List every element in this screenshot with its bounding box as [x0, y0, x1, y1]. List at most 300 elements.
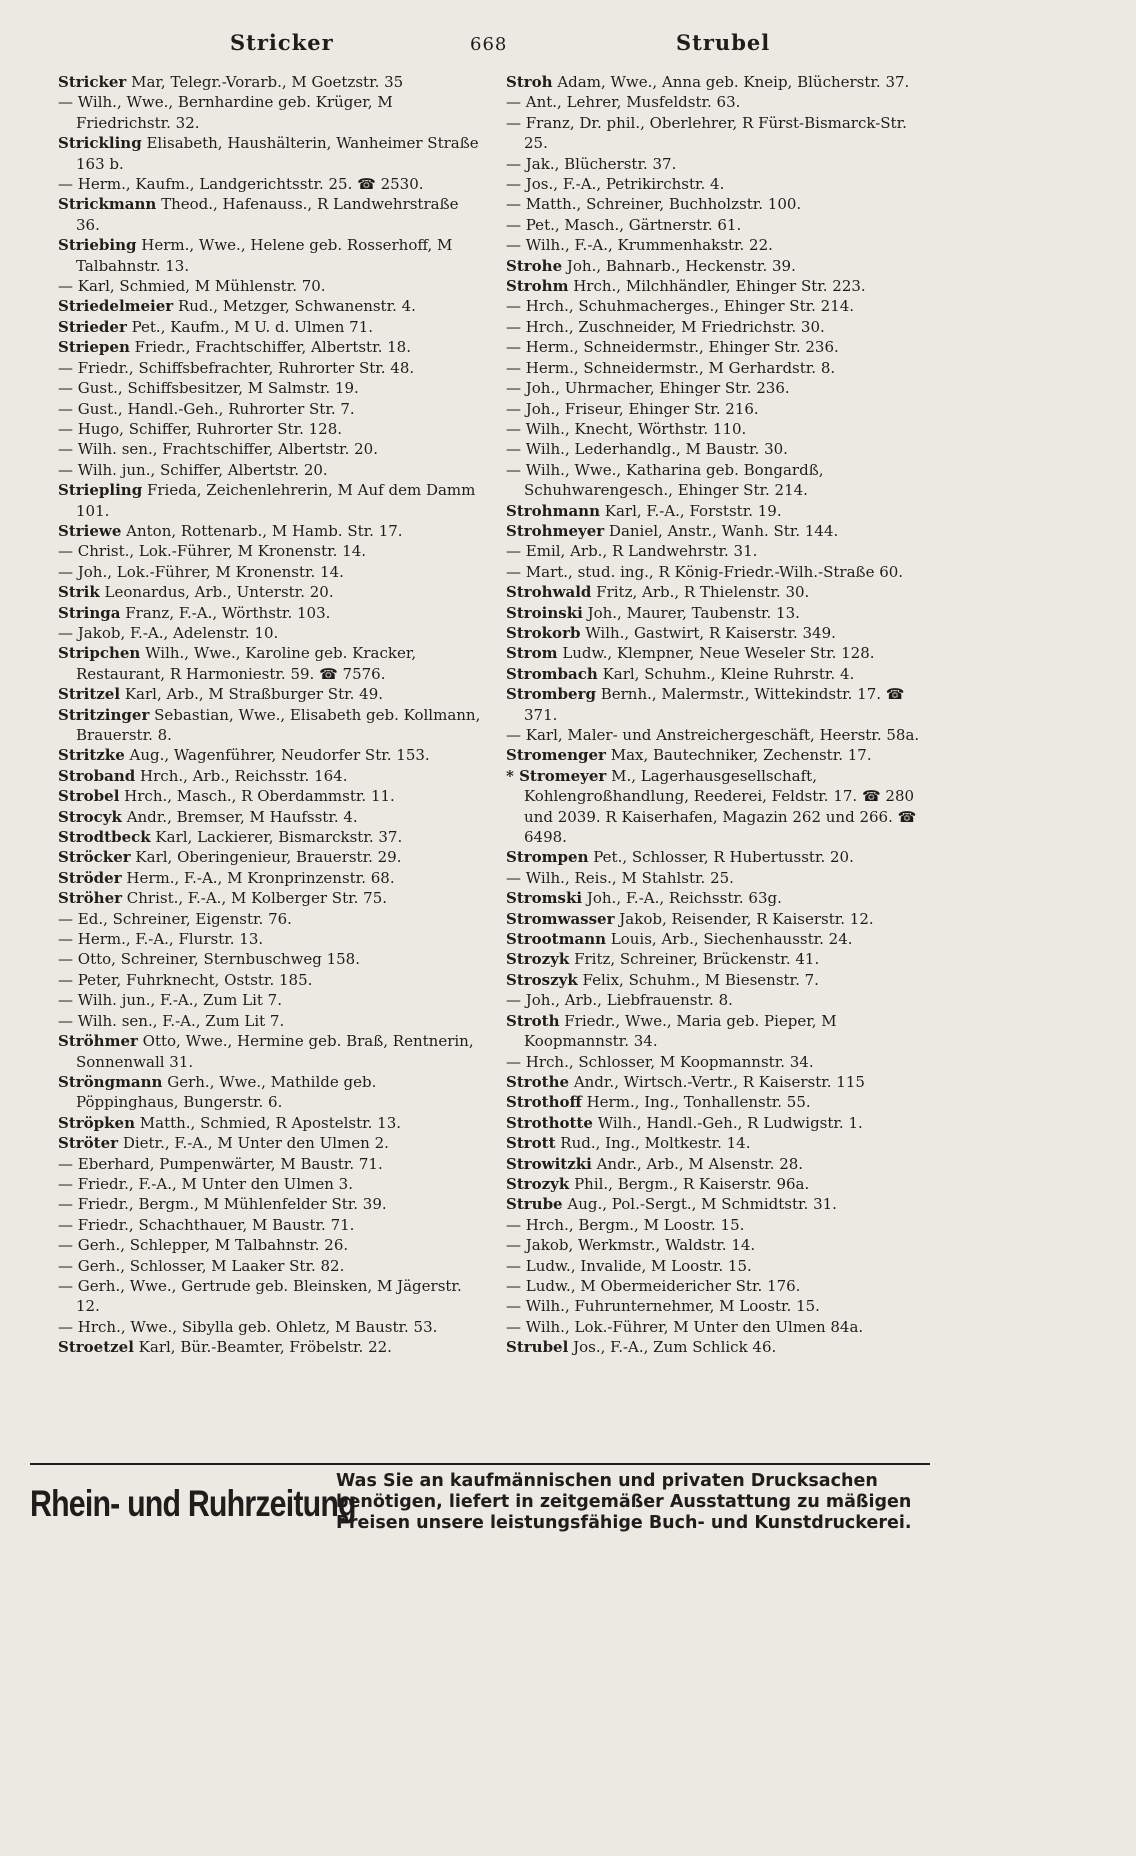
entry-details: Wilh., Handl.-Geh., R Ludwigstr. 1. [592, 1113, 863, 1132]
directory-entry [58, 194, 483, 235]
entry-details: Rud., Ing., Moltkestr. 14. [555, 1134, 751, 1153]
entry-details: F.-A., Krummenhakstr. 22. [569, 236, 773, 255]
directory-entry [58, 1256, 483, 1276]
entry-details: Bernh., Malermstr., Wittekindstr. 17. ☎ 371. [524, 685, 905, 724]
entry-details: Wwe., Katharina geb. Bongardß, Schuhwarengesch., Ehinger Str. 214. [524, 460, 824, 500]
entry-name: Ströter [58, 1134, 119, 1153]
directory-entry [506, 521, 926, 541]
directory-entry [506, 235, 926, 255]
entry-details: Jakob, Reisender, R Kaiserstr. 12. [614, 909, 874, 928]
entry-name: — Joh., [506, 379, 561, 398]
directory-entry [58, 745, 483, 765]
directory-entry [58, 786, 483, 806]
entry-details: Schreiner, Eigenstr. 76. [107, 909, 292, 928]
entry-details: Karl, Arb., M Straßburger Str. 49. [120, 685, 384, 704]
entry-name: — Ludw., [506, 1256, 576, 1275]
entry-details: M Obermeidericher Str. 176. [575, 1276, 801, 1295]
directory-entry [58, 643, 483, 684]
directory-entry [58, 296, 483, 316]
entry-details: Adam, Wwe., Anna geb. Kneip, Blücherstr. 37. [552, 73, 910, 91]
entry-details: Hrch., Arb., Reichsstr. 164. [135, 766, 348, 785]
entry-name: Striepen [58, 338, 130, 357]
directory-entry [58, 399, 483, 419]
directory-entry [58, 868, 483, 888]
entry-name: — Friedr., [58, 1195, 134, 1214]
entry-name: Strothotte [506, 1113, 593, 1132]
entry-name: — Ludw., [506, 1276, 576, 1295]
entry-name: Ströder [58, 868, 122, 887]
entry-details: Kaufm., Landgerichtsstr. 25. ☎ 2530. [130, 175, 424, 194]
entry-details: Schiffsbefrachter, Ruhrorter Str. 48. [133, 358, 415, 377]
entry-name: Stripchen [58, 644, 141, 663]
entry-details: Dr. phil., Oberlehrer, R Fürst-Bismarck-Str. 25. [524, 113, 907, 153]
entry-details: Schreiner, Sternbuschweg 158. [115, 950, 360, 969]
entry-name: — Hrch., [506, 317, 574, 336]
entry-name: Stritzel [58, 685, 121, 704]
entry-name: Stritzinger [58, 705, 150, 724]
entry-name: — Friedr., [58, 1215, 134, 1234]
entry-name: — Peter, [58, 970, 122, 989]
entry-name: — Ant., [506, 93, 562, 112]
entry-name: — Wilh., [506, 1317, 570, 1336]
entry-details: Wwe., Sibylla geb. Ohletz, M Baustr. 53. [125, 1317, 438, 1336]
advertisement-brand: Rhein- und Ruhrzeitung [30, 1483, 356, 1524]
entry-name: — Friedr., [58, 1174, 134, 1193]
entry-details: Lok.-Führer, M Kronenstr. 14. [134, 542, 367, 561]
entry-details: Werkmstr., Waldstr. 14. [573, 1236, 756, 1255]
directory-entry [58, 684, 483, 704]
entry-details: Bergm., M Mühlenfelder Str. 39. [133, 1195, 387, 1214]
directory-entry [506, 541, 926, 561]
directory-entry [506, 623, 926, 643]
entry-name: * Stromeyer [506, 766, 607, 785]
entry-details: Friseur, Ehinger Str. 216. [560, 399, 759, 418]
entry-details: Aug., Wagenführer, Neudorfer Str. 153. [124, 746, 430, 765]
directory-entry [506, 358, 926, 378]
entry-details: Blücherstr. 37. [559, 154, 677, 173]
entry-name: — Wilh., [506, 1297, 570, 1316]
entry-details: Theod., Hafenauss., R Landwehrstraße 36. [76, 195, 459, 234]
entry-name: — Franz, [506, 113, 575, 132]
entry-details: Karl, Schuhm., Kleine Ruhrstr. 4. [597, 664, 855, 683]
entry-details: jun., Schiffer, Albertstr. 20. [116, 460, 328, 479]
entry-name: Stroth [506, 1011, 560, 1030]
directory-entry [506, 215, 926, 235]
running-head-left: Stricker [230, 30, 334, 55]
entry-name: — Joh., [506, 991, 561, 1010]
entry-details: Knecht, Wörthstr. 110. [569, 419, 747, 438]
entry-details: Wilh., Wwe., Karoline geb. Kracker, Restaurant, R Harmoniestr. 59. ☎ 7576. [76, 644, 417, 683]
directory-entry [506, 949, 926, 969]
directory-entry [506, 1154, 926, 1174]
entry-details: stud. ing., R König-Friedr.-Wilh.-Straße 60. [572, 562, 904, 581]
directory-entry [58, 378, 483, 398]
entry-name: — Karl, [58, 277, 115, 296]
entry-details: Herm., F.-A., M Kronprinzenstr. 68. [121, 868, 395, 887]
entry-details: Schachthauer, M Baustr. 71. [133, 1215, 355, 1234]
directory-entry [506, 1174, 926, 1194]
entry-details: sen., F.-A., Zum Lit 7. [116, 1011, 285, 1030]
entry-name: — Wilh. [58, 440, 117, 459]
directory-entry [506, 194, 926, 214]
entry-name: — Wilh., [506, 440, 570, 459]
entry-details: Louis, Arb., Siechenhausstr. 24. [606, 930, 853, 949]
running-head-right: Strubel [676, 30, 771, 55]
entry-details: Zuschneider, M Friedrichstr. 30. [573, 317, 825, 336]
directory-entry [58, 174, 483, 194]
entry-name: — Gust., [58, 399, 123, 418]
directory-entry [506, 276, 926, 296]
entry-details: Schiffer, Ruhrorter Str. 128. [123, 419, 343, 438]
directory-entry [58, 317, 483, 337]
entry-name: Strickling [58, 134, 142, 153]
entry-name: — Hrch., [58, 1317, 126, 1336]
entry-details: Franz, F.-A., Wörthstr. 103. [120, 603, 331, 622]
directory-entry [506, 296, 926, 316]
entry-name: Strombach [506, 664, 598, 683]
directory-entry [58, 1174, 483, 1194]
directory-entry [58, 1133, 483, 1153]
entry-name: Strom [506, 644, 558, 663]
entry-name: — Ed., [58, 909, 108, 928]
entry-details: Mar, Telegr.-Vorarb., M Goetzstr. 35 [126, 73, 404, 91]
entry-details: Otto, Wwe., Hermine geb. Braß, Rentnerin, Sonnenwall 31. [76, 1032, 474, 1071]
entry-name: — Joh., [506, 399, 561, 418]
entry-details: Phil., Bergm., R Kaiserstr. 96a. [569, 1174, 810, 1193]
entry-name: — Wilh. [58, 1011, 117, 1030]
directory-entry [58, 133, 483, 174]
entry-details: Felix, Schuhm., M Biesenstr. 7. [577, 970, 819, 989]
entry-name: Strohwald [506, 583, 592, 602]
directory-entry [58, 276, 483, 296]
entry-name: Stromenger [506, 746, 606, 765]
entry-details: Pumpenwärter, M Baustr. 71. [154, 1154, 383, 1173]
directory-entry [58, 847, 483, 867]
entry-name: Striepling [58, 481, 143, 500]
directory-entry [506, 154, 926, 174]
directory-entry [506, 582, 926, 602]
entry-name: Ströhmer [58, 1032, 138, 1051]
entry-name: — Jakob, [58, 623, 126, 642]
entry-details: Wwe., Bernhardine geb. Krüger, M Friedrichstr. 32. [76, 93, 393, 132]
entry-name: — Wilh., [506, 868, 570, 887]
directory-entry [506, 1317, 926, 1337]
entry-details: Andr., Bremser, M Haufsstr. 4. [121, 807, 358, 826]
directory-entry [58, 603, 483, 623]
entry-details: Hrch., Milchhändler, Ehinger Str. 223. [568, 277, 866, 296]
directory-entry [58, 439, 483, 459]
directory-entry [506, 847, 926, 867]
entry-name: Striewe [58, 521, 122, 540]
directory-entry [58, 235, 483, 276]
directory-entry [506, 92, 926, 112]
entry-name: — Herm., [506, 358, 579, 377]
directory-entry [506, 888, 926, 908]
directory-entry [58, 1011, 483, 1031]
directory-entry [506, 970, 926, 990]
entry-name: Strieder [58, 317, 127, 336]
entry-details: Handl.-Geh., Ruhrorter Str. 7. [122, 399, 355, 418]
directory-entry [506, 72, 926, 92]
entry-name: — Herm., [58, 930, 131, 949]
directory-entry [58, 766, 483, 786]
entry-name: Strohe [506, 256, 563, 275]
left-column [58, 72, 483, 1358]
entry-name: — Hrch., [506, 297, 574, 316]
entry-details: Uhrmacher, Ehinger Str. 236. [560, 379, 790, 398]
directory-entry [506, 1092, 926, 1112]
entry-name: Strubel [506, 1338, 569, 1357]
directory-entry [58, 949, 483, 969]
entry-details: Schlosser, M Koopmannstr. 34. [573, 1052, 814, 1071]
directory-entry [58, 990, 483, 1010]
entry-name: Strowitzki [506, 1154, 592, 1173]
entry-name: Stromwasser [506, 909, 615, 928]
entry-name: Stroband [58, 766, 136, 785]
entry-name: — Wilh. [58, 991, 117, 1010]
entry-details: sen., Frachtschiffer, Albertstr. 20. [116, 440, 378, 459]
entry-details: Elisabeth, Haushälterin, Wanheimer Straße 163 b. [76, 134, 479, 173]
entry-name: Strothoff [506, 1093, 582, 1112]
directory-entry [506, 664, 926, 684]
directory-entry [506, 725, 926, 745]
entry-name: — Friedr., [58, 358, 134, 377]
directory-entry [58, 1194, 483, 1214]
entry-details: Leonardus, Arb., Unterstr. 20. [99, 583, 334, 602]
directory-entry [506, 929, 926, 949]
directory-entry [506, 337, 926, 357]
entry-name: Strozyk [506, 1174, 570, 1193]
entry-name: Stringa [58, 603, 121, 622]
entry-name: — Otto, [58, 950, 116, 969]
entry-details: Schlosser, M Laaker Str. 82. [125, 1256, 345, 1275]
entry-details: Aug., Pol.-Sergt., M Schmidtstr. 31. [562, 1195, 837, 1214]
entry-details: F.-A., Adelenstr. 10. [125, 623, 279, 642]
right-column [506, 72, 926, 1358]
entry-name: — Wilh. [58, 460, 117, 479]
directory-entry [58, 1276, 483, 1317]
entry-name: — Eberhard, [58, 1154, 155, 1173]
directory-entry [506, 439, 926, 459]
entry-name: — Gerh., [58, 1256, 125, 1275]
entry-details: Schlepper, M Talbahnstr. 26. [125, 1236, 349, 1255]
entry-name: Ströpken [58, 1113, 135, 1132]
entry-details: Fuhrknecht, Oststr. 185. [121, 970, 313, 989]
entry-details: Invalide, M Loostr. 15. [575, 1256, 752, 1275]
directory-entry [58, 1031, 483, 1072]
entry-name: — Herm., [506, 338, 579, 357]
entry-details: Sebastian, Wwe., Elisabeth geb. Kollmann, Brauerstr. 8. [76, 705, 481, 744]
entry-name: Strozyk [506, 950, 570, 969]
entry-details: M., Lagerhausgesellschaft, Kohlengroßhandlung, Reederei, Feldstr. 17. ☎ 280 und 2039. R Kaiserhafen, Magazin 262 und 266. ☎ 6498. [524, 766, 917, 847]
directory-entry [506, 1194, 926, 1214]
directory-entry [506, 1052, 926, 1072]
entry-name: — Wilh., [58, 93, 122, 112]
entry-details: Reis., M Stahlstr. 25. [569, 868, 734, 887]
entry-details: Schreiner, Buchholzstr. 100. [581, 195, 802, 214]
entry-name: Strickmann [58, 195, 157, 214]
entry-details: Karl, Bür.-Beamter, Fröbelstr. 22. [133, 1338, 392, 1357]
directory-entry [506, 1133, 926, 1153]
directory-entry [58, 562, 483, 582]
entry-name: Stricker [58, 73, 127, 91]
advertisement [30, 1463, 930, 1543]
directory-entry [58, 1072, 483, 1113]
entry-details: Masch., Gärtnerstr. 61. [559, 215, 742, 234]
entry-name: Strompen [506, 848, 589, 867]
directory-entry [506, 256, 926, 276]
directory-entry [58, 582, 483, 602]
directory-entry [506, 1215, 926, 1235]
directory-entry [506, 1011, 926, 1052]
entry-details: F.-A., M Unter den Ulmen 3. [133, 1174, 353, 1193]
advertisement-text [336, 1471, 936, 1534]
directory-entry [58, 1215, 483, 1235]
entry-details: Lok.-Führer, M Unter den Ulmen 84a. [569, 1317, 864, 1336]
entry-name: — Pet., [506, 215, 560, 234]
entry-name: Strott [506, 1134, 556, 1153]
entry-name: — Karl, [506, 726, 563, 744]
directory-entry [58, 419, 483, 439]
directory-entry [58, 888, 483, 908]
entry-details: Friedr., Frachtschiffer, Albertstr. 18. [129, 338, 411, 357]
entry-details: Lederhandlg., M Baustr. 30. [569, 440, 788, 459]
entry-name: Strobel [58, 787, 120, 806]
entry-details: Andr., Arb., M Alsenstr. 28. [591, 1154, 804, 1173]
directory-entry [58, 460, 483, 480]
directory-entry [58, 480, 483, 521]
entry-details: Karl, Lackierer, Bismarckstr. 37. [150, 828, 403, 847]
entry-name: Strohmann [506, 501, 600, 520]
entry-name: Strocyk [58, 807, 122, 826]
directory-entry [58, 1154, 483, 1174]
directory-entry [58, 541, 483, 561]
directory-entry [506, 399, 926, 419]
directory-entry [506, 113, 926, 154]
entry-details: Lehrer, Musfeldstr. 63. [561, 93, 741, 112]
entry-name: Ströcker [58, 848, 131, 867]
entry-details: Maler- und Anstreichergeschäft, Heerstr. 58a. [562, 726, 920, 744]
directory-entry [58, 1337, 483, 1357]
entry-name: — Matth., [506, 195, 582, 214]
entry-name: Stroetzel [58, 1338, 134, 1357]
entry-name: — Christ., [58, 542, 135, 561]
directory-entry [506, 684, 926, 725]
entry-details: Joh., F.-A., Reichsstr. 63g. [582, 889, 782, 908]
entry-name: Strube [506, 1195, 563, 1214]
directory-entry [58, 358, 483, 378]
entry-details: Fuhrunternehmer, M Loostr. 15. [569, 1297, 820, 1316]
directory-entry [506, 562, 926, 582]
entry-details: Herm., Wwe., Helene geb. Rosserhoff, M Talbahnstr. 13. [76, 236, 453, 275]
directory-entry [58, 623, 483, 643]
entry-details: Daniel, Anstr., Wanh. Str. 144. [604, 521, 839, 540]
entry-name: — Emil, [506, 542, 566, 561]
entry-name: Stromski [506, 889, 583, 908]
entry-details: Dietr., F.-A., M Unter den Ulmen 2. [118, 1134, 389, 1153]
directory-entry [506, 317, 926, 337]
directory-entry [506, 1337, 926, 1357]
directory-entry [506, 460, 926, 501]
entry-details: Friedr., Wwe., Maria geb. Pieper, M Koopmannstr. 34. [524, 1011, 837, 1051]
entry-details: Anton, Rottenarb., M Hamb. Str. 17. [121, 521, 403, 540]
directory-entry [506, 501, 926, 521]
directory-entry [58, 705, 483, 746]
directory-entry [58, 92, 483, 133]
entry-details: Karl, F.-A., Forststr. 19. [599, 501, 782, 520]
directory-entry [58, 1235, 483, 1255]
entry-name: Strohmeyer [506, 521, 605, 540]
directory-entry [506, 1235, 926, 1255]
entry-name: — Wilh., [506, 460, 570, 479]
directory-entry [506, 745, 926, 765]
directory-entry [506, 378, 926, 398]
entry-name: Stroszyk [506, 970, 578, 989]
entry-details: Gerh., Wwe., Mathilde geb. Pöppinghaus, Bungerstr. 6. [76, 1072, 377, 1112]
directory-entry [58, 807, 483, 827]
entry-details: Frieda, Zeichenlehrerin, M Auf dem Damm 101. [76, 481, 476, 520]
entry-details: Wilh., Gastwirt, R Kaiserstr. 349. [580, 623, 836, 642]
advertisement-line: Was Sie an kaufmännischen und privaten Drucksachen [336, 1471, 878, 1491]
directory-entry [58, 929, 483, 949]
directory-entry [58, 909, 483, 929]
directory-entry [506, 643, 926, 663]
directory-entry [506, 174, 926, 194]
directory-entry [506, 1276, 926, 1296]
directory-entry [58, 1317, 483, 1337]
directory-entry [506, 1072, 926, 1092]
entry-details: Schneidermstr., Ehinger Str. 236. [578, 338, 839, 357]
directory-entry [506, 990, 926, 1010]
entry-details: Schiffsbesitzer, M Salmstr. 19. [122, 379, 359, 398]
entry-name: — Jak., [506, 154, 560, 173]
advertisement-line: benötigen, liefert in zeitgemäßer Ausstattung zu mäßigen [336, 1492, 912, 1512]
entry-details: Fritz, Schreiner, Brückenstr. 41. [569, 950, 820, 969]
entry-name: Striedelmeier [58, 297, 174, 316]
entry-details: Herm., Ing., Tonhallenstr. 55. [581, 1093, 811, 1112]
entry-name: Stritzke [58, 746, 125, 765]
entry-details: jun., F.-A., Zum Lit 7. [116, 991, 282, 1010]
entry-name: — Gerh., [58, 1236, 125, 1255]
directory-entry [506, 1256, 926, 1276]
entry-details: Ludw., Klempner, Neue Weseler Str. 128. [557, 644, 875, 663]
entry-details: Schmied, M Mühlenstr. 70. [114, 277, 326, 296]
entry-details: Arb., R Landwehrstr. 31. [565, 542, 758, 561]
entry-details: Joh., Maurer, Taubenstr. 13. [582, 603, 800, 622]
entry-name: — Gerh., [58, 1276, 125, 1295]
directory-entry [58, 827, 483, 847]
entry-name: Strik [58, 583, 100, 602]
entry-name: — Jakob, [506, 1236, 574, 1255]
entry-name: — Hrch., [506, 1052, 574, 1071]
entry-details: Fritz, Arb., R Thielenstr. 30. [591, 583, 810, 602]
entry-name: — Gust., [58, 379, 123, 398]
directory-entry [506, 909, 926, 929]
entry-details: Lok.-Führer, M Kronenstr. 14. [112, 562, 344, 581]
entry-details: Joh., Bahnarb., Heckenstr. 39. [562, 256, 796, 275]
entry-name: Ströher [58, 889, 123, 908]
entry-name: Strodtbeck [58, 828, 151, 847]
entry-name: — Joh., [58, 562, 113, 581]
entry-name: Strothe [506, 1072, 570, 1091]
entry-details: Pet., Schlosser, R Hubertusstr. 20. [588, 848, 854, 867]
entry-details: Schuhmacherges., Ehinger Str. 214. [573, 297, 855, 316]
entry-name: Striebing [58, 236, 137, 255]
directory-entry [506, 419, 926, 439]
directory-entry [506, 603, 926, 623]
page-number: 668 [470, 34, 508, 55]
entry-name: — Hrch., [506, 1215, 574, 1234]
